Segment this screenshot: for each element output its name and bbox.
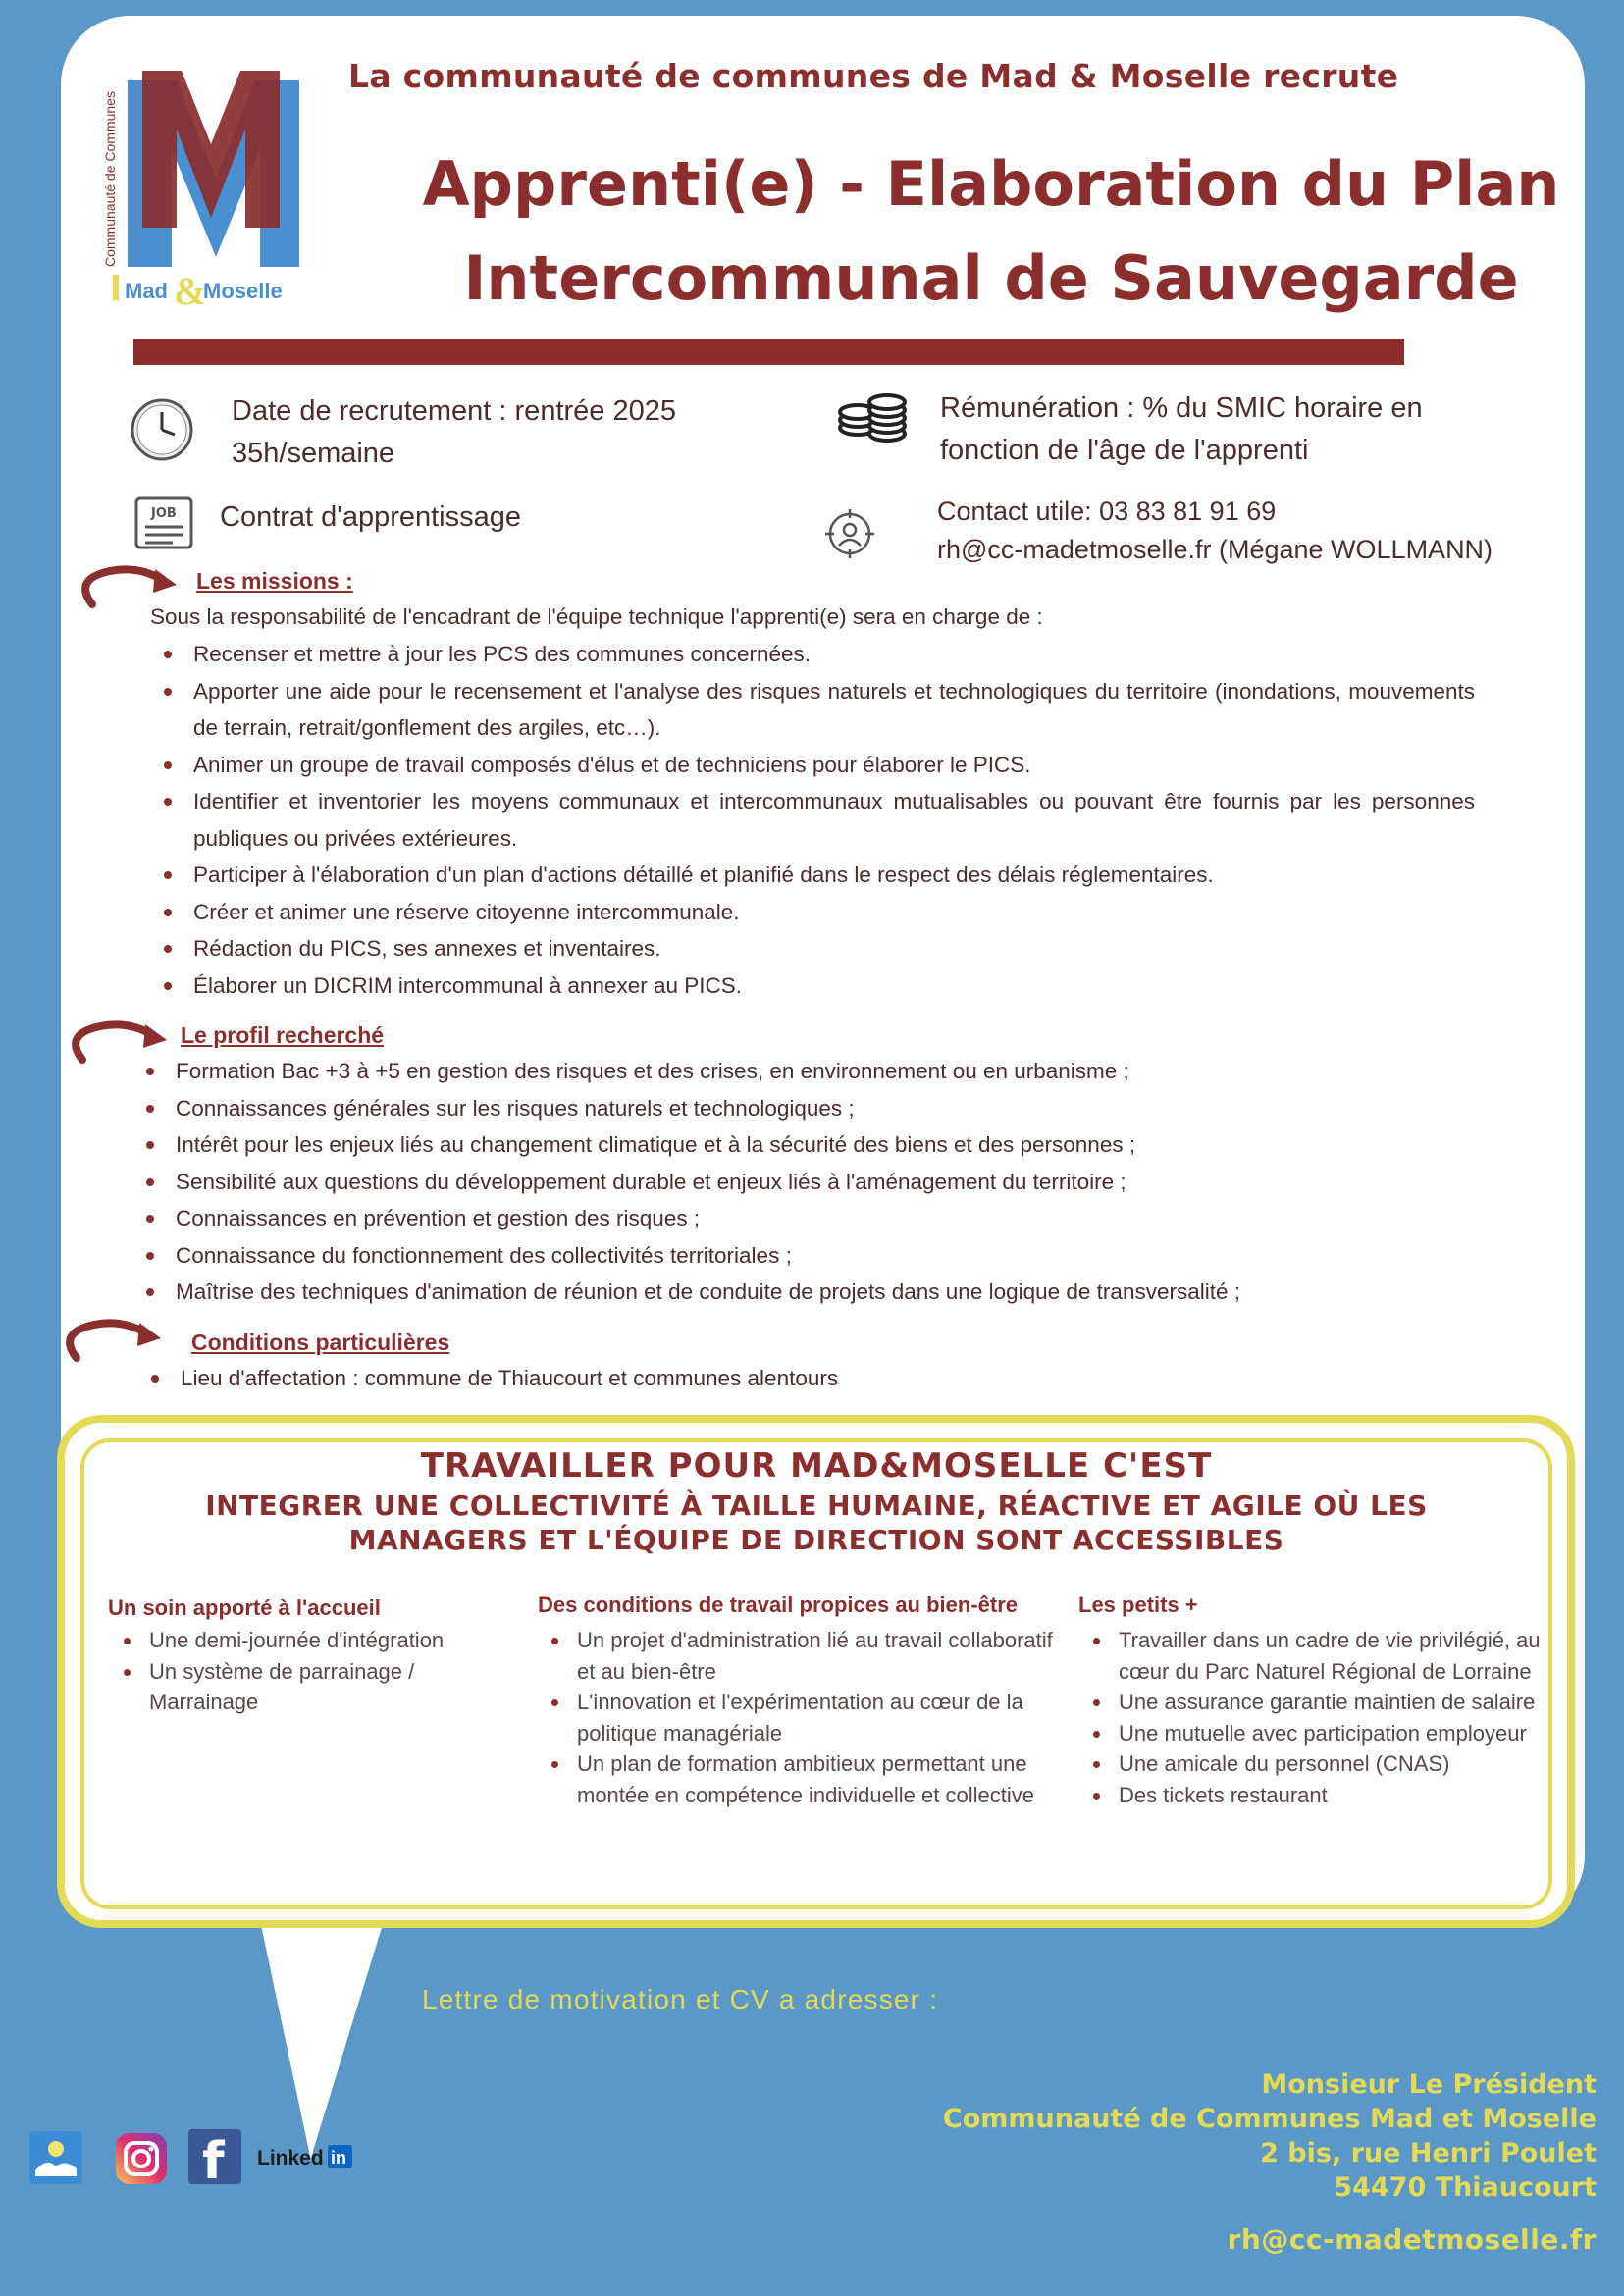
missions-list <box>152 636 1475 1004</box>
list-item: Formation Bac +3 à +5 en gestion des risques et des crises, en environnement ou en urbanisme ; <box>134 1053 1508 1090</box>
job-document-icon <box>133 496 194 550</box>
salary-line-2: fonction de l'âge de l'apprenti <box>940 435 1309 466</box>
benefits-subline-1: INTEGRER UNE COLLECTIVITÉ À TAILLE HUMAINE, RÉACTIVE ET AGILE OÙ LES <box>205 1489 1428 1522</box>
list-item: Sensibilité aux questions du développement durable et enjeux liés à l'aménagement du territoire ; <box>134 1164 1508 1201</box>
list-item: Participer à l'élaboration d'un plan d'actions détaillé et planifié dans le respect des délais réglementaires. <box>152 857 1475 894</box>
title-rule <box>133 339 1404 365</box>
list-item: Maîtrise des techniques d'animation de réunion et de conduite de projets dans une logique de transversalité ; <box>134 1274 1508 1311</box>
facebook-icon[interactable] <box>186 2127 243 2186</box>
facebook-letter: f <box>202 2132 225 2186</box>
list-item: Une assurance garantie maintien de salaire <box>1079 1687 1541 1718</box>
send-instructions: Lettre de motivation et CV a adresser : <box>422 1984 939 2014</box>
list-item: Une mutuelle avec participation employeur <box>1079 1718 1541 1749</box>
contact-phone: Contact utile: 03 83 81 91 69 <box>937 496 1277 526</box>
curved-arrow-icon <box>71 549 179 608</box>
list-item: Rédaction du PICS, ses annexes et inventaires. <box>152 930 1475 967</box>
list-item: L'innovation et l'expérimentation au cœur de la politique managériale <box>538 1687 1068 1748</box>
instagram-icon[interactable] <box>114 2131 169 2186</box>
address-line-1: Monsieur Le Président <box>1261 2069 1597 2100</box>
mad-moselle-logo <box>93 71 329 311</box>
logo-amp: & <box>174 269 207 311</box>
list-item: Un plan de formation ambitieux permettant une montée en compétence individuelle et collective <box>538 1748 1068 1810</box>
website-icon[interactable] <box>27 2129 84 2186</box>
salary-info <box>940 388 1423 472</box>
recruit-line: La communauté de communes de Mad & Moselle recrute <box>348 57 1399 95</box>
benefits-subline-2: MANAGERS ET L'ÉQUIPE DE DIRECTION SONT ACCESSIBLES <box>348 1524 1284 1556</box>
address-line-3: 2 bis, rue Henri Poulet <box>1260 2138 1597 2168</box>
benefits-col1-title: Un soin apporté à l'accueil <box>108 1595 381 1620</box>
title-line-2: Intercommunal de Sauvegarde <box>463 242 1519 314</box>
list-item: Travailler dans un cadre de vie privilégié, au cœur du Parc Naturel Régional de Lorraine <box>1079 1625 1541 1687</box>
linkedin-in: in <box>331 2148 346 2167</box>
benefits-headline: TRAVAILLER POUR MAD&MOSELLE C'EST <box>420 1446 1213 1486</box>
benefits-col2-title: Des conditions de travail propices au bien-être <box>538 1592 1019 1617</box>
list-item: Lieu d'affectation : commune de Thiaucourt et communes alentours <box>139 1360 1415 1397</box>
salary-line-1: Rémunération : % du SMIC horaire en <box>940 392 1423 424</box>
list-item: Recenser et mettre à jour les PCS des communes concernées. <box>152 636 1475 673</box>
speech-bubble-tail <box>258 1913 438 2159</box>
list-item: Connaissance du fonctionnement des collectivités territoriales ; <box>134 1237 1508 1275</box>
hours-text: 35h/semaine <box>232 438 395 469</box>
missions-intro: Sous la responsabilité de l'encadrant de l'équipe technique l'apprenti(e) sera en charge de : <box>150 604 1043 629</box>
profile-list <box>134 1053 1508 1311</box>
benefits-col3-list <box>1079 1625 1541 1810</box>
benefits-col1-list <box>110 1625 522 1718</box>
contact-email[interactable]: rh@cc-madetmoselle.fr (Mégane WOLLMANN) <box>937 535 1493 564</box>
benefits-col3-title: Les petits + <box>1078 1592 1198 1617</box>
footer-email[interactable]: rh@cc-madetmoselle.fr <box>1227 2223 1597 2256</box>
list-item: Connaissances générales sur les risques naturels et technologiques ; <box>134 1090 1508 1127</box>
list-item: Créer et animer une réserve citoyenne intercommunale. <box>152 894 1475 931</box>
linkedin-text: Linked <box>257 2147 324 2169</box>
contract-type: Contrat d'apprentissage <box>220 501 522 533</box>
date-text: Date de recrutement : rentrée 2025 <box>232 395 676 427</box>
page-title <box>402 137 1580 326</box>
list-item: Animer un groupe de travail composés d'élus et de techniciens pour élaborer le PICS. <box>152 747 1475 784</box>
benefits-subheadline <box>80 1488 1552 1557</box>
profile-title: Le profil recherché <box>181 1022 385 1048</box>
title-line-1: Apprenti(e) - Elaboration du Plan <box>422 148 1560 220</box>
missions-title: Les missions : <box>196 568 353 594</box>
contact-info <box>937 493 1493 569</box>
list-item: Intérêt pour les enjeux liés au changement climatique et à la sécurité des biens et des personnes ; <box>134 1126 1508 1164</box>
list-item: Une amicale du personnel (CNAS) <box>1079 1748 1541 1780</box>
logo-vertical-text: Communauté de Communes <box>102 91 118 267</box>
logo-moselle: Moselle <box>203 279 283 303</box>
job-icon-text: JOB <box>151 506 177 521</box>
list-item: Identifier et inventorier les moyens communaux et intercommunaux mutualisables ou pouvant être fournis par les personnes publiques ou privées extérieures. <box>152 783 1475 857</box>
conditions-list <box>139 1360 1415 1397</box>
list-item: Une demi-journée d'intégration <box>110 1625 522 1656</box>
address-line-4: 54470 Thiaucourt <box>1334 2172 1597 2203</box>
list-item: Un projet d'administration lié au travail collaboratif et au bien-être <box>538 1625 1068 1687</box>
list-item: Élaborer un DICRIM intercommunal à annexer au PICS. <box>152 967 1475 1005</box>
list-item: Connaissances en prévention et gestion des risques ; <box>134 1200 1508 1237</box>
list-item: Apporter une aide pour le recensement et l'analyse des risques naturels et technologiques du territoire (inondations, mouvements de terrain, retrait/gonflement des argiles, etc…). <box>152 673 1475 747</box>
coins-icon <box>836 385 911 445</box>
clock-icon <box>130 397 194 462</box>
linkedin-icon[interactable] <box>257 2139 355 2174</box>
list-item: Un système de parrainage / Marrainage <box>110 1656 522 1718</box>
list-item: Des tickets restaurant <box>1079 1780 1541 1811</box>
logo-mad: Mad <box>125 279 168 303</box>
conditions-title: Conditions particulières <box>191 1330 450 1355</box>
recruitment-date <box>232 391 676 475</box>
curved-arrow-icon <box>55 1303 163 1362</box>
address-line-2: Communauté de Communes Mad et Moselle <box>942 2104 1597 2134</box>
postal-address <box>943 2067 1597 2205</box>
benefits-col2-list <box>538 1625 1068 1810</box>
contact-target-icon <box>824 508 875 559</box>
